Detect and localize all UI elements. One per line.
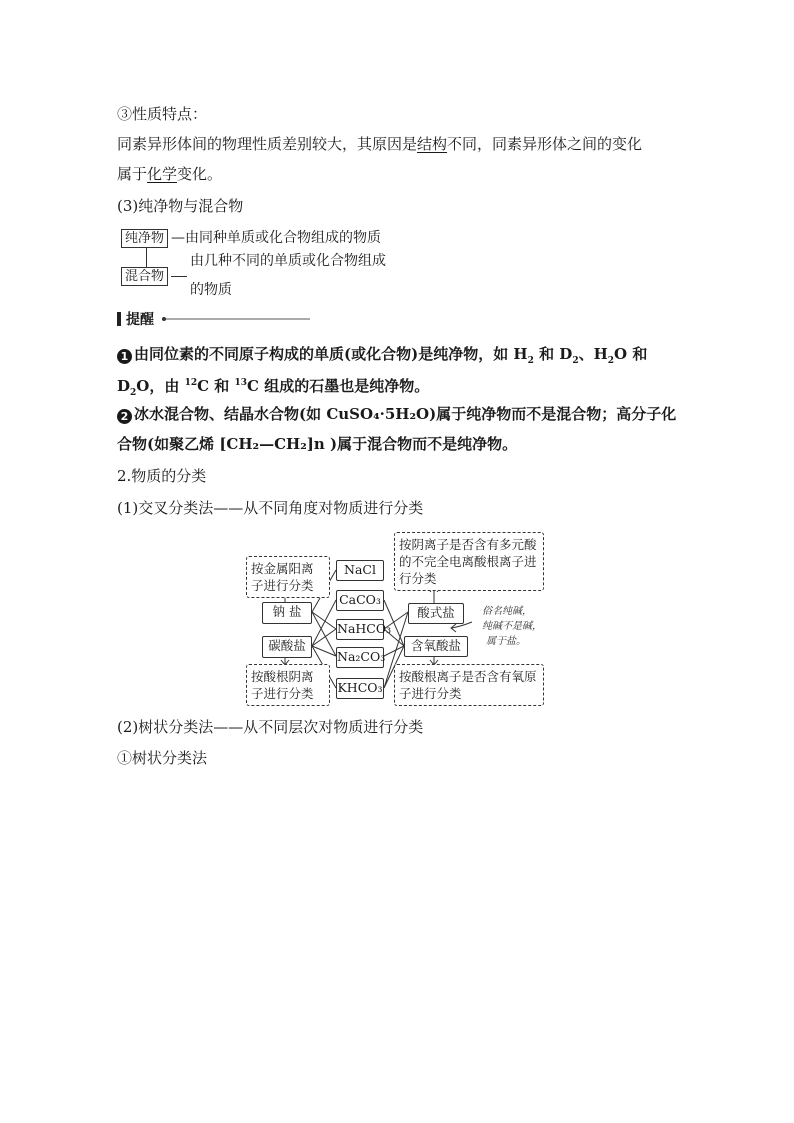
underlined-answer: 化学 bbox=[147, 165, 178, 183]
subscript: 2 bbox=[572, 356, 579, 366]
tip-title: 提醒 bbox=[126, 312, 154, 328]
text: 不同，同素异形体之间的变化 bbox=[447, 135, 643, 153]
subscript: 2 bbox=[607, 356, 615, 366]
text: O，由 bbox=[136, 377, 185, 395]
acid-anion-note: 按酸根阴离子进行分类 bbox=[246, 664, 330, 706]
mixture-desc-line1: 由几种不同的单质或化合物组成 bbox=[190, 253, 386, 269]
superscript: 12 bbox=[184, 378, 198, 388]
numbered-bullet: 1 bbox=[117, 349, 132, 364]
tip-item-2 bbox=[117, 403, 676, 425]
text: C 和 bbox=[197, 377, 235, 395]
pure-substance-desc: —由同种单质或化合物组成的物质 bbox=[171, 230, 381, 246]
underlined-answer: 结构 bbox=[417, 135, 448, 153]
text: 和 D bbox=[533, 345, 573, 363]
oxygen-anion-note: 按酸根离子是否含有氧原子进行分类 bbox=[394, 664, 544, 706]
text: 、H bbox=[578, 345, 608, 363]
text: D bbox=[117, 377, 131, 395]
compound-box: NaCl bbox=[336, 560, 384, 581]
subsection-heading: (2)树状分类法——从不同层次对物质进行分类 bbox=[117, 718, 424, 736]
handwritten-note-line2: 纯碱不是碱， bbox=[482, 621, 542, 632]
tip-marker bbox=[117, 312, 121, 326]
compound-box: KHCO₃ bbox=[336, 678, 384, 699]
subscript: 2 bbox=[130, 388, 137, 398]
text: 由同位素的不同原子构成的单质(或化合物)是纯净物，如 H bbox=[134, 345, 528, 363]
metal-cation-note: 按金属阳离子进行分类 bbox=[246, 556, 330, 598]
carbonate-box: 碳酸盐 bbox=[262, 636, 312, 658]
sodium-salt-box: 钠 盐 bbox=[262, 602, 312, 624]
section-heading: ③性质特点： bbox=[117, 105, 208, 123]
text: 属于 bbox=[117, 165, 148, 183]
connector-line bbox=[171, 276, 187, 277]
mixture-desc-line2: 的物质 bbox=[190, 282, 232, 298]
subscript: 2 bbox=[527, 356, 534, 366]
tip-item-1 bbox=[117, 343, 647, 372]
subsection-heading: ①树状分类法 bbox=[117, 749, 208, 767]
handwritten-note-line3: 属于盐。 bbox=[486, 636, 526, 647]
paragraph bbox=[117, 163, 222, 185]
acid-salt-box: 酸式盐 bbox=[408, 603, 464, 624]
tip-item-1-cont bbox=[117, 372, 429, 404]
subsection-heading: (1)交叉分类法——从不同角度对物质进行分类 bbox=[117, 499, 424, 517]
tip-item-2-cont: 合物(如聚乙烯 [CH₂—CH₂]n )属于混合物而不是纯净物。 bbox=[117, 435, 518, 453]
compound-box: CaCO₃ bbox=[336, 590, 384, 611]
numbered-bullet: 2 bbox=[117, 409, 132, 424]
oxyacid-salt-box: 含氧酸盐 bbox=[404, 636, 468, 657]
text: 变化。 bbox=[177, 165, 223, 183]
text: 同素异形体间的物理性质差别较大，其原因是 bbox=[117, 135, 418, 153]
connector-line bbox=[146, 247, 147, 267]
tip-divider bbox=[160, 312, 320, 326]
text: 冰水混合物、结晶水合物(如 CuSO₄·5H₂O)属于纯净物而不是混合物；高分子化 bbox=[134, 405, 677, 423]
paragraph bbox=[117, 133, 642, 155]
text: O 和 bbox=[614, 345, 648, 363]
superscript: 13 bbox=[234, 378, 248, 388]
compound-box: Na₂CO₃ bbox=[336, 647, 384, 668]
section-heading: 2.物质的分类 bbox=[117, 467, 207, 485]
text: C 组成的石墨也是纯净物。 bbox=[247, 377, 430, 395]
handwritten-note-line1: 俗名纯碱， bbox=[482, 606, 532, 617]
mixture-box: 混合物 bbox=[121, 267, 168, 286]
compound-box: NaHCO₃ bbox=[336, 619, 384, 640]
pure-substance-box: 纯净物 bbox=[121, 229, 168, 248]
polyprotic-anion-note: 按阴离子是否含有多元酸的不完全电离酸根离子进行分类 bbox=[394, 532, 544, 591]
subsection-heading: (3)纯净物与混合物 bbox=[117, 197, 244, 215]
